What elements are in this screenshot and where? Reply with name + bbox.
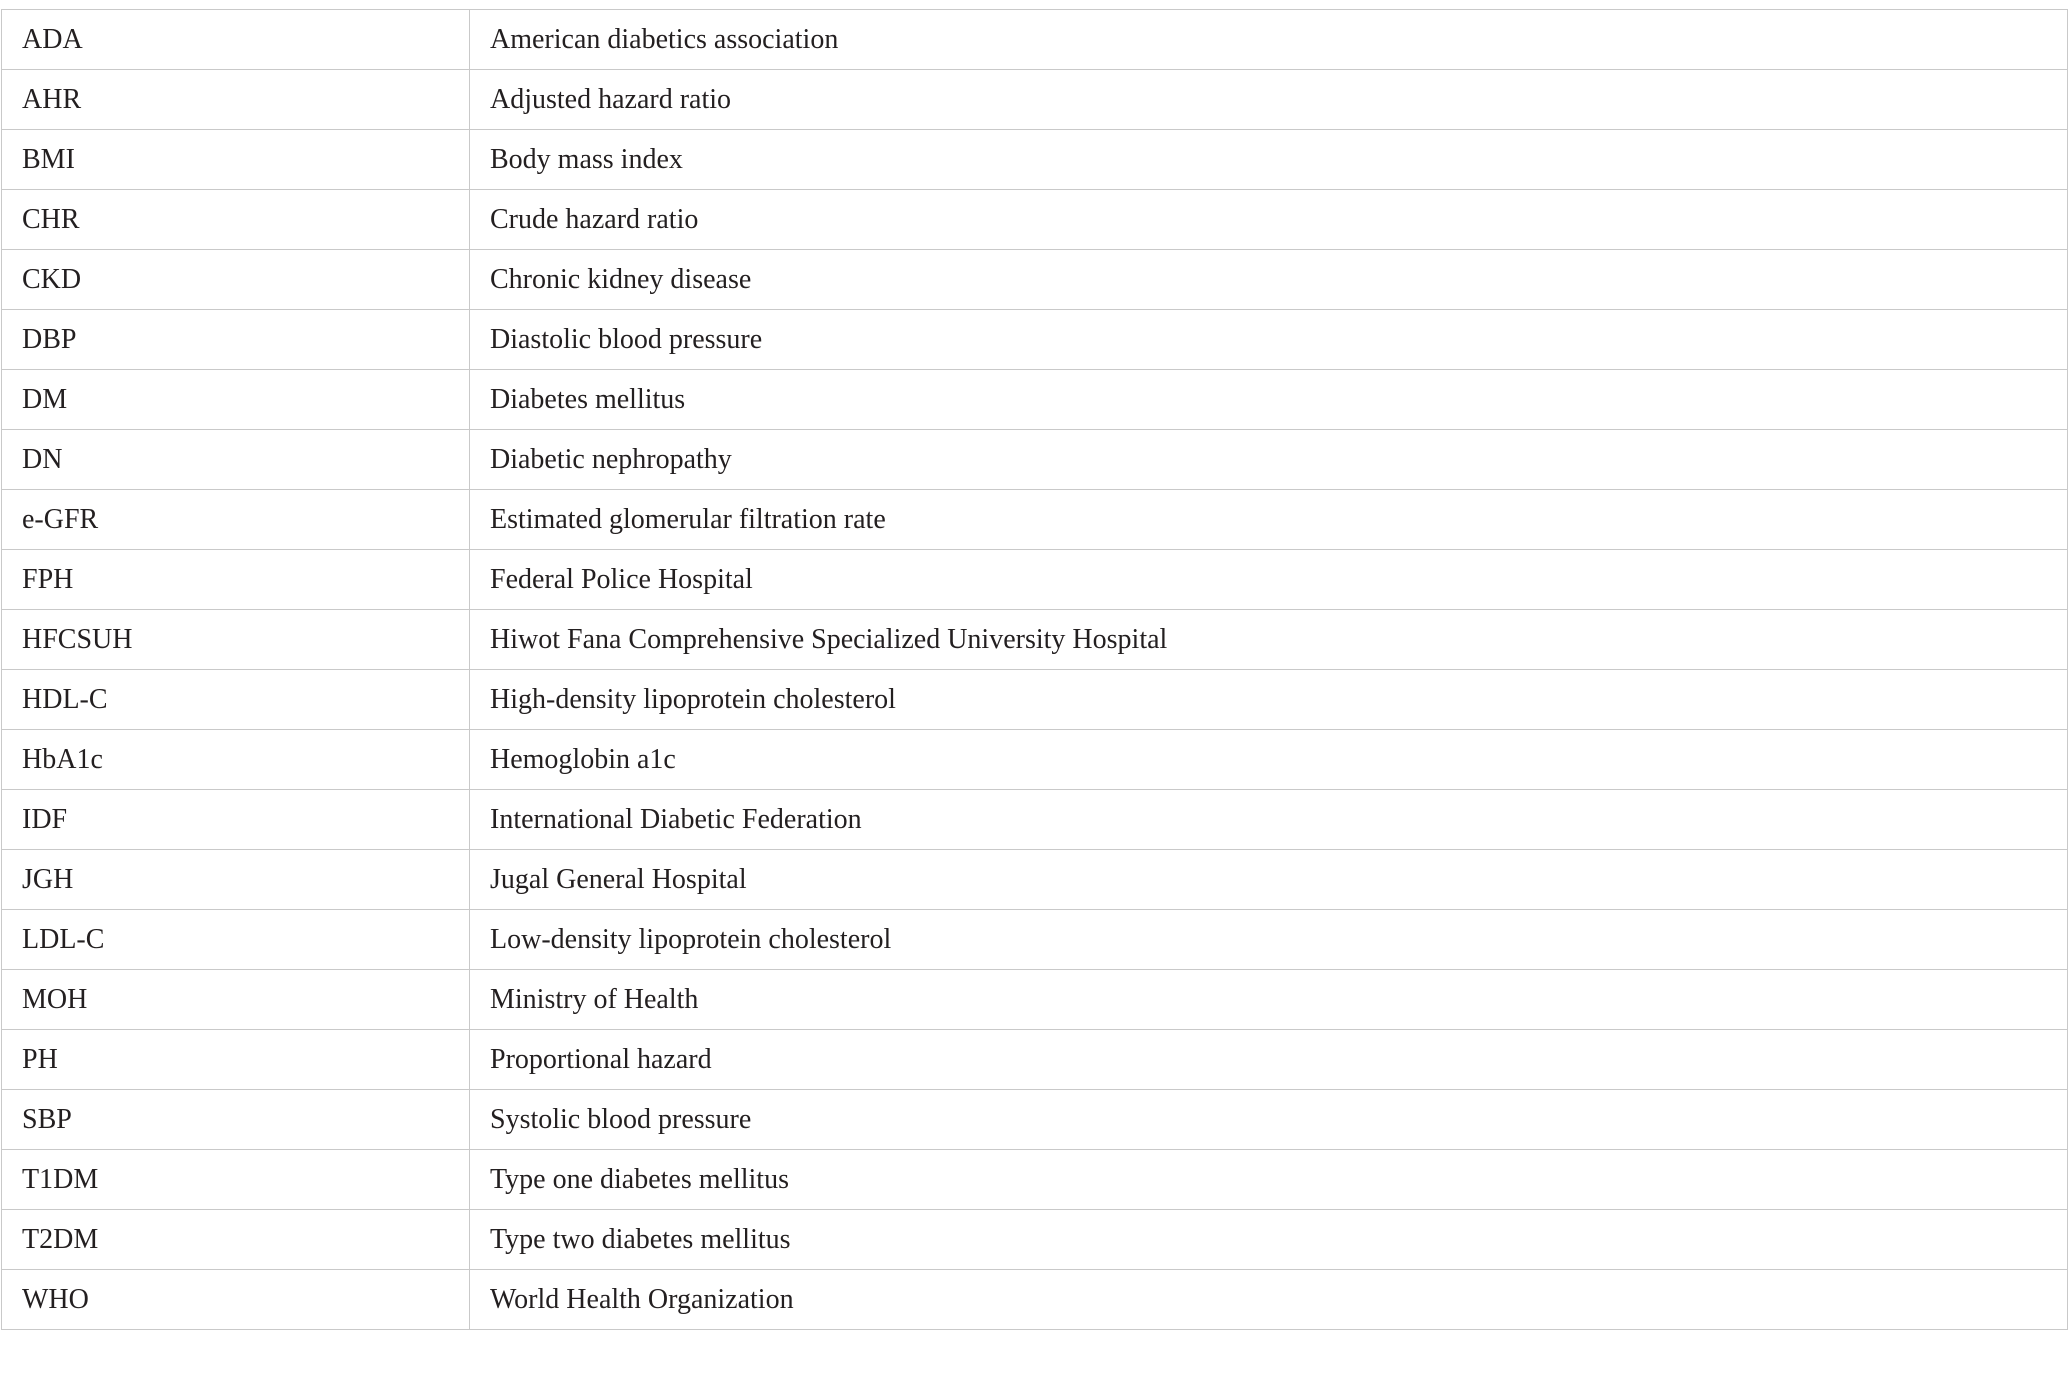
definition-cell: Low-density lipoprotein cholesterol	[470, 910, 2068, 970]
abbreviation-cell: HDL-C	[2, 670, 470, 730]
table-row	[2, 790, 2068, 850]
abbreviation-cell: CHR	[2, 190, 470, 250]
table-row	[2, 1090, 2068, 1150]
definition-cell: Adjusted hazard ratio	[470, 70, 2068, 130]
definition-cell: Hiwot Fana Comprehensive Specialized University Hospital	[470, 610, 2068, 670]
table-row	[2, 550, 2068, 610]
definition-cell: Federal Police Hospital	[470, 550, 2068, 610]
table-row	[2, 370, 2068, 430]
table-row	[2, 850, 2068, 910]
table-row	[2, 490, 2068, 550]
table-row	[2, 70, 2068, 130]
abbreviation-cell: DN	[2, 430, 470, 490]
abbreviation-cell: MOH	[2, 970, 470, 1030]
definition-cell: Crude hazard ratio	[470, 190, 2068, 250]
definition-cell: Ministry of Health	[470, 970, 2068, 1030]
abbreviation-cell: PH	[2, 1030, 470, 1090]
table-row	[2, 190, 2068, 250]
table-row	[2, 250, 2068, 310]
abbreviation-cell: HFCSUH	[2, 610, 470, 670]
definition-cell: Body mass index	[470, 130, 2068, 190]
definition-cell: Type two diabetes mellitus	[470, 1210, 2068, 1270]
abbreviation-cell: IDF	[2, 790, 470, 850]
abbreviation-cell: DM	[2, 370, 470, 430]
abbreviation-cell: BMI	[2, 130, 470, 190]
abbreviation-cell: T2DM	[2, 1210, 470, 1270]
abbreviation-cell: DBP	[2, 310, 470, 370]
table-row	[2, 130, 2068, 190]
table-row	[2, 1210, 2068, 1270]
definition-cell: Hemoglobin a1c	[470, 730, 2068, 790]
abbreviations-table	[1, 9, 2068, 1330]
definition-cell: World Health Organization	[470, 1270, 2068, 1330]
definition-cell: International Diabetic Federation	[470, 790, 2068, 850]
table-row	[2, 970, 2068, 1030]
abbreviation-cell: ADA	[2, 10, 470, 70]
abbreviation-cell: JGH	[2, 850, 470, 910]
table-row	[2, 670, 2068, 730]
table-row	[2, 310, 2068, 370]
table-row	[2, 10, 2068, 70]
abbreviation-cell: HbA1c	[2, 730, 470, 790]
definition-cell: Diastolic blood pressure	[470, 310, 2068, 370]
abbreviation-cell: WHO	[2, 1270, 470, 1330]
abbreviation-cell: FPH	[2, 550, 470, 610]
table-row	[2, 1150, 2068, 1210]
definition-cell: American diabetics association	[470, 10, 2068, 70]
definition-cell: Diabetic nephropathy	[470, 430, 2068, 490]
abbreviation-cell: e-GFR	[2, 490, 470, 550]
table-row	[2, 910, 2068, 970]
table-row	[2, 730, 2068, 790]
abbreviation-cell: SBP	[2, 1090, 470, 1150]
definition-cell: Type one diabetes mellitus	[470, 1150, 2068, 1210]
abbreviation-cell: T1DM	[2, 1150, 470, 1210]
definition-cell: Systolic blood pressure	[470, 1090, 2068, 1150]
abbreviations-table-body	[2, 10, 2068, 1330]
definition-cell: Diabetes mellitus	[470, 370, 2068, 430]
definition-cell: High-density lipoprotein cholesterol	[470, 670, 2068, 730]
abbreviation-cell: AHR	[2, 70, 470, 130]
definition-cell: Jugal General Hospital	[470, 850, 2068, 910]
definition-cell: Proportional hazard	[470, 1030, 2068, 1090]
table-row	[2, 1030, 2068, 1090]
table-row	[2, 1270, 2068, 1330]
abbreviation-cell: CKD	[2, 250, 470, 310]
definition-cell: Estimated glomerular filtration rate	[470, 490, 2068, 550]
table-row	[2, 610, 2068, 670]
abbreviation-cell: LDL-C	[2, 910, 470, 970]
table-row	[2, 430, 2068, 490]
definition-cell: Chronic kidney disease	[470, 250, 2068, 310]
